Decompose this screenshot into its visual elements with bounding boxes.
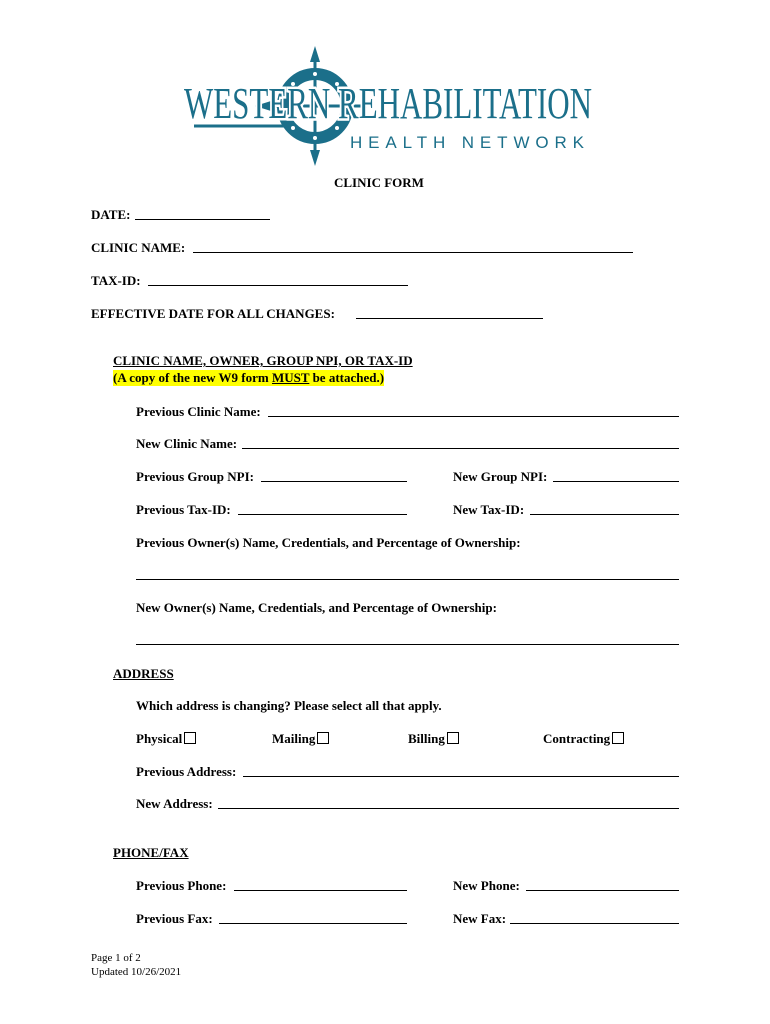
new-tax-id-label: New Tax-ID: [453,502,525,517]
new-address-field[interactable] [218,808,679,809]
svg-text:WESTERN REHABILITATION: WESTERN REHABILITATION [184,79,592,128]
checkbox-mailing-label: Mailing [272,731,316,746]
checkbox-contracting[interactable] [543,731,624,747]
new-group-npi-field[interactable] [553,481,679,482]
section-phone-fax-heading: PHONE/FAX [113,845,189,860]
page-number: Page 1 of 2 [91,952,141,964]
prev-clinic-name-field[interactable] [268,416,679,417]
prev-phone-label: Previous Phone: [136,878,227,893]
checkbox-physical[interactable] [136,731,196,747]
prev-tax-id-label: Previous Tax-ID: [136,502,231,517]
updated-date: Updated 10/26/2021 [91,966,182,978]
logo [180,50,600,170]
checkbox-physical-label: Physical [136,731,183,746]
compass-logo-icon [180,50,600,170]
w9-note [113,370,384,386]
prev-owners-label: Previous Owner(s) Name, Credentials, and Percentage of Ownership: [136,535,521,550]
new-tax-id-field[interactable] [530,514,679,515]
svg-text:HEALTH NETWORK: HEALTH NETWORK [350,133,590,152]
date-label: DATE: [91,207,131,222]
prev-phone-field[interactable] [234,890,407,891]
tax-id-label: TAX-ID: [91,273,141,288]
checkbox-contracting-label: Contracting [543,731,611,746]
section-address-heading: ADDRESS [113,666,174,681]
checkbox-billing-label: Billing [408,731,445,746]
new-address-label: New Address: [136,796,213,811]
checkbox-icon[interactable] [612,732,624,744]
new-phone-label: New Phone: [453,878,520,893]
new-clinic-name-field[interactable] [242,448,679,449]
prev-address-label: Previous Address: [136,764,237,779]
prev-address-field[interactable] [243,776,679,777]
prev-owners-field[interactable] [136,579,679,580]
new-fax-field[interactable] [510,923,679,924]
prev-clinic-name-label: Previous Clinic Name: [136,404,261,419]
clinic-name-field[interactable] [193,252,633,253]
new-phone-field[interactable] [526,890,679,891]
form-title: CLINIC FORM [334,175,424,190]
date-field[interactable] [135,219,270,220]
new-owners-field[interactable] [136,644,679,645]
checkbox-icon[interactable] [317,732,329,744]
clinic-name-label: CLINIC NAME: [91,240,186,255]
prev-fax-field[interactable] [219,923,407,924]
checkbox-icon[interactable] [184,732,196,744]
checkbox-mailing[interactable] [272,731,329,747]
prev-group-npi-field[interactable] [261,481,407,482]
address-question: Which address is changing? Please select all that apply. [136,698,442,713]
new-clinic-name-label: New Clinic Name: [136,436,238,451]
prev-group-npi-label: Previous Group NPI: [136,469,254,484]
w9-note-suffix: be attached.) [309,370,385,385]
tax-id-field[interactable] [148,285,408,286]
section-clinic-heading: CLINIC NAME, OWNER, GROUP NPI, OR TAX-ID [113,353,413,368]
prev-fax-label: Previous Fax: [136,911,213,926]
w9-note-prefix: (A copy of the new W9 form [113,370,272,385]
w9-note-must: MUST [272,370,310,385]
prev-tax-id-field[interactable] [238,514,407,515]
new-owners-label: New Owner(s) Name, Credentials, and Percentage of Ownership: [136,600,497,615]
new-fax-label: New Fax: [453,911,507,926]
effective-date-label: EFFECTIVE DATE FOR ALL CHANGES: [91,306,335,321]
checkbox-icon[interactable] [447,732,459,744]
effective-date-field[interactable] [356,318,543,319]
checkbox-billing[interactable] [408,731,459,747]
new-group-npi-label: New Group NPI: [453,469,548,484]
